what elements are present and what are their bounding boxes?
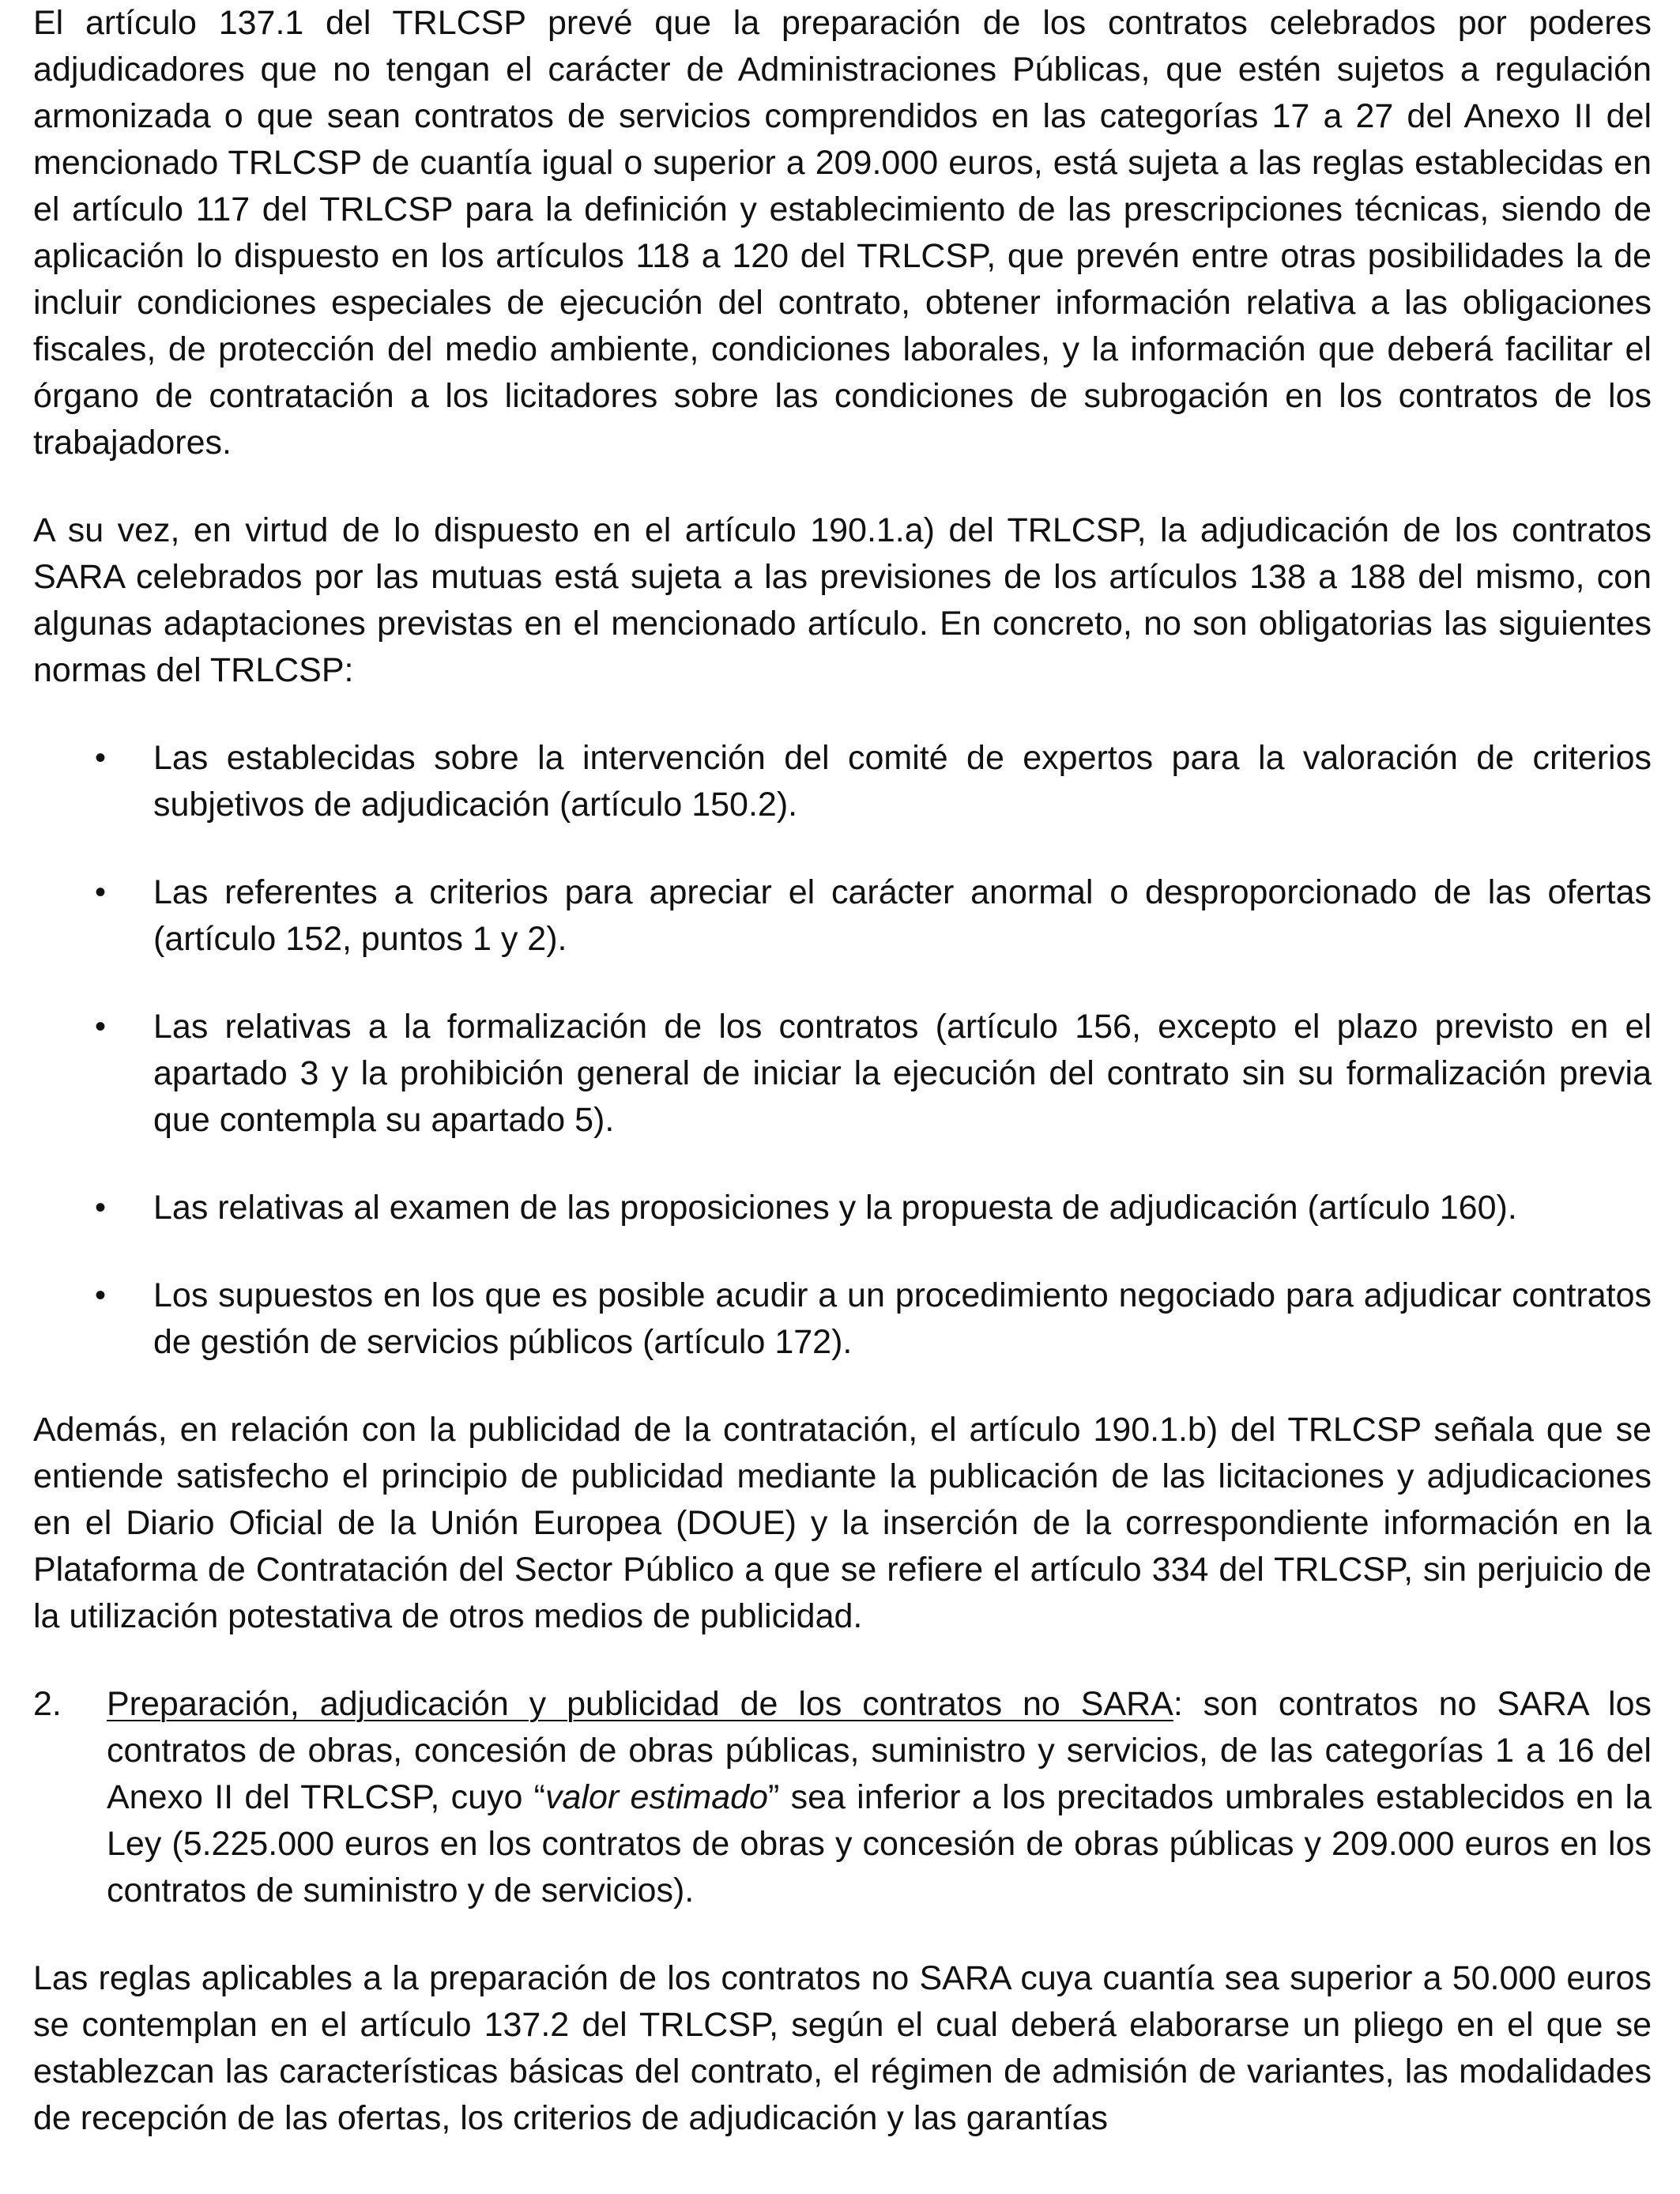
list-item-text: Las relativas a la formalización de los contratos (artículo 156, excepto el plazo previsto en el apartado 3 y la prohibición general de iniciar la ejecución del contrato sin su formalización previa que contempla su apartado 5). [153, 1008, 1652, 1139]
list-item-text: Los supuestos en los que es posible acudir a un procedimiento negociado para adjudicar contratos de gestión de servicios públicos (artículo 172). [153, 1276, 1652, 1361]
bullet-icon: • [95, 1278, 107, 1313]
list-item-text: Las establecidas sobre la intervención del comité de expertos para la valoración de criterios subjetivos de adjudicación (artículo 150.2). [153, 739, 1652, 824]
list-item [33, 869, 1652, 963]
list-item [33, 1004, 1652, 1144]
bullet-icon: • [95, 1009, 107, 1044]
list-item [33, 735, 1652, 828]
bullet-icon: • [95, 741, 107, 775]
paragraph-article-190-1-a: A su vez, en virtud de lo dispuesto en el artículo 190.1.a) del TRLCSP, la adjudicación de los contratos SARA celebrados por las mutuas está sujeta a las previsiones de los artículos 138 a 188 del mismo, con algunas adaptaciones previstas en el mencionado artículo. En concreto, no son obligatorias las siguientes normas del TRLCSP: [33, 511, 1652, 689]
document-page [33, 0, 1652, 2142]
list-item-text: Las referentes a criterios para apreciar el carácter anormal o desproporcionado de las ofertas (artículo 152, puntos 1 y 2). [153, 873, 1652, 958]
list-item [33, 1185, 1652, 1231]
section-number: 2. [33, 1685, 62, 1723]
section-italic-term: valor estimado [545, 1778, 768, 1816]
bullet-icon: • [95, 875, 107, 910]
section-text-part-1: : son contratos no SARA los contratos de obras, concesión de obras públicas, suministro y servicios, de las categorías 1 a 16 del Anexo II del TRLCSP, cuyo “ [107, 1685, 1652, 1816]
list-item-text: Las relativas al examen de las proposiciones y la propuesta de adjudicación (artículo 160). [153, 1189, 1517, 1227]
section-title: Preparación, adjudicación y publicidad de los contratos no SARA [107, 1685, 1173, 1723]
paragraph-article-137-1: El artículo 137.1 del TRLCSP prevé que la preparación de los contratos celebrados por poderes adjudicadores que no tengan el carácter de Administraciones Públicas, que estén sujetos a regulación armonizada o que sean contratos de servicios comprendidos en las categorías 17 a 27 del Anexo II del mencionado TRLCSP de cuantía igual o superior a 209.000 euros, está sujeta a las reglas establecidas en el artículo 117 del TRLCSP para la definición y establecimiento de las prescripciones técnicas, siendo de aplicación lo dispuesto en los artículos 118 a 120 del TRLCSP, que prevén entre otras posibilidades la de incluir condiciones especiales de ejecución del contrato, obtener información relativa a las obligaciones fiscales, de protección del medio ambiente, condiciones laborales, y la información que deberá facilitar el órgano de contratación a los licitadores sobre las condiciones de subrogación en los contratos de los trabajadores. [33, 4, 1652, 462]
paragraph-article-190-1-b: Además, en relación con la publicidad de la contratación, el artículo 190.1.b) del TRLCSP señala que se entiende satisfecho el principio de publicidad mediante la publicación de las licitaciones y adjudicaciones en el Diario Oficial de la Unión Europea (DOUE) y la inserción de la correspondiente información en la Plataforma de Contratación del Sector Público a que se refiere el artículo 334 del TRLCSP, sin perjuicio de la utilización potestativa de otros medios de publicidad. [33, 1411, 1652, 1635]
bullet-icon: • [95, 1190, 107, 1225]
paragraph-article-137-2: Las reglas aplicables a la preparación de los contratos no SARA cuya cuantía sea superior a 50.000 euros se contemplan en el artículo 137.2 del TRLCSP, según el cual deberá elaborarse un pliego en el que se establezcan las características básicas del contrato, el régimen de admisión de variantes, las modalidades de recepción de las ofertas, los criterios de adjudicación y las garantías [33, 1959, 1652, 2137]
bullet-list-non-mandatory-rules [33, 735, 1652, 1366]
list-item [33, 1272, 1652, 1366]
section-text-part-2: ” sea inferior a los precitados umbrales establecidos en la Ley (5.225.000 euros en los contratos de obras y concesión de obras públicas y 209.000 euros en los contratos de suministro y de servicios). [107, 1778, 1652, 1909]
numbered-section-2 [33, 1681, 1652, 1914]
